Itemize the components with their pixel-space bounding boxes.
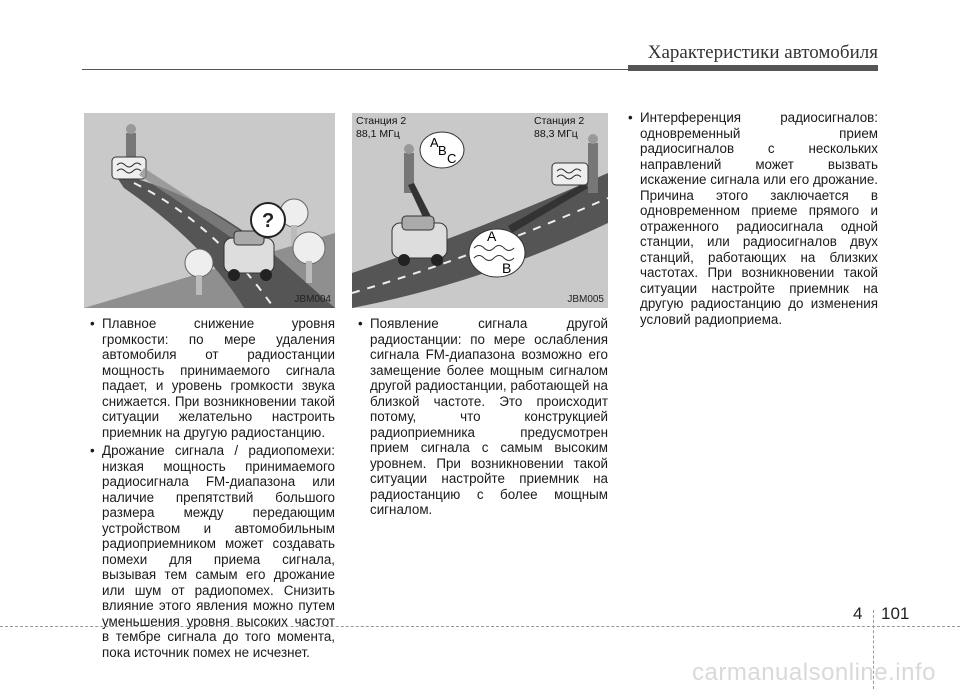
watermark: carmanualsonline.info xyxy=(692,659,936,686)
text-column-1 xyxy=(84,316,335,663)
text-column-3 xyxy=(622,110,878,330)
station-label-left xyxy=(356,115,406,141)
bullet-item: • Дрожание сигнала / радиопомехи: низкая мощность принимаемого радиосигнала FM-диапазона или наличие препятствий большого размера между передающим устройством и автомобильным радиоприемником может создавать помехи для приема сигнала, вызывая тем самым его дрожание или шум от радиопомех. Снизить влияние этого явления можно путем уменьшения уровня высоких частот в тембре сигнала до того момента, пока источник помех не исчезнет. xyxy=(84,443,335,660)
letter-a: A xyxy=(487,228,497,244)
figure-signal-fade xyxy=(84,113,335,308)
figure-code: JBM005 xyxy=(567,294,604,305)
figure-station-switch xyxy=(352,113,608,308)
bullet-item: • Плавное снижение уровня громкости: по мере удаления автомобиля от радиостанции мощность принимаемого сигнала падает, и уровень громкости звука снижается. При возникновении такой ситуации желательно настроить приемник на другую радиостанцию. xyxy=(84,316,335,440)
signal-fade-illustration xyxy=(84,113,335,308)
figure-code: JBM004 xyxy=(294,294,331,305)
header-accent-bar xyxy=(628,65,878,71)
letter-c: C xyxy=(447,151,457,166)
station-right-frequency: 88,3 МГц xyxy=(534,128,578,140)
bullet-item: • Интерференция радиосигналов: одновременный прием радиосигналов с нескольких направлений может вызвать искажение сигнала или его дрожание. Причина этого заключается в одновременном приеме прямого и отраженного радиосигнала одной станции, или радиосигналов двух станций, работающих на близких частотах. При возникновении такой ситуации настройте приемник на другую радиостанцию до изменения условий радиоприема. xyxy=(622,110,878,327)
letter-a: A xyxy=(430,135,439,150)
chapter-number: 4 xyxy=(853,604,863,623)
bubble-question-mark: ? xyxy=(262,210,275,232)
station-right-name: Станция 2 xyxy=(534,115,585,127)
page-header-title: Характеристики автомобиля xyxy=(647,42,878,63)
letter-b: B xyxy=(502,260,512,276)
text-column-2 xyxy=(352,316,608,521)
footer-divider xyxy=(0,626,960,627)
station-left-name: Станция 2 xyxy=(356,115,407,127)
station-label-right xyxy=(534,115,584,141)
signal-bubble-right xyxy=(469,229,525,277)
station-switch-illustration xyxy=(352,113,608,308)
station-left-frequency: 88,1 МГц xyxy=(356,128,400,140)
bullet-item: • Появление сигнала другой радиостанции: по мере ослабления сигнала FM-диапазона возможно его замещение более мощным сигналом другой радиостанции, работающей на близкой частоте. Это происходит потому, что конструкцией радиоприемника предусмотрен прием сигнала с самым высоким уровнем. При возникновении такой ситуации настройте приемник на радиостанцию с более мощным сигналом. xyxy=(352,316,608,518)
letter-b: B xyxy=(438,143,447,158)
car-icon xyxy=(224,231,274,281)
car-icon xyxy=(392,216,447,266)
page-number: 101 xyxy=(881,604,910,623)
